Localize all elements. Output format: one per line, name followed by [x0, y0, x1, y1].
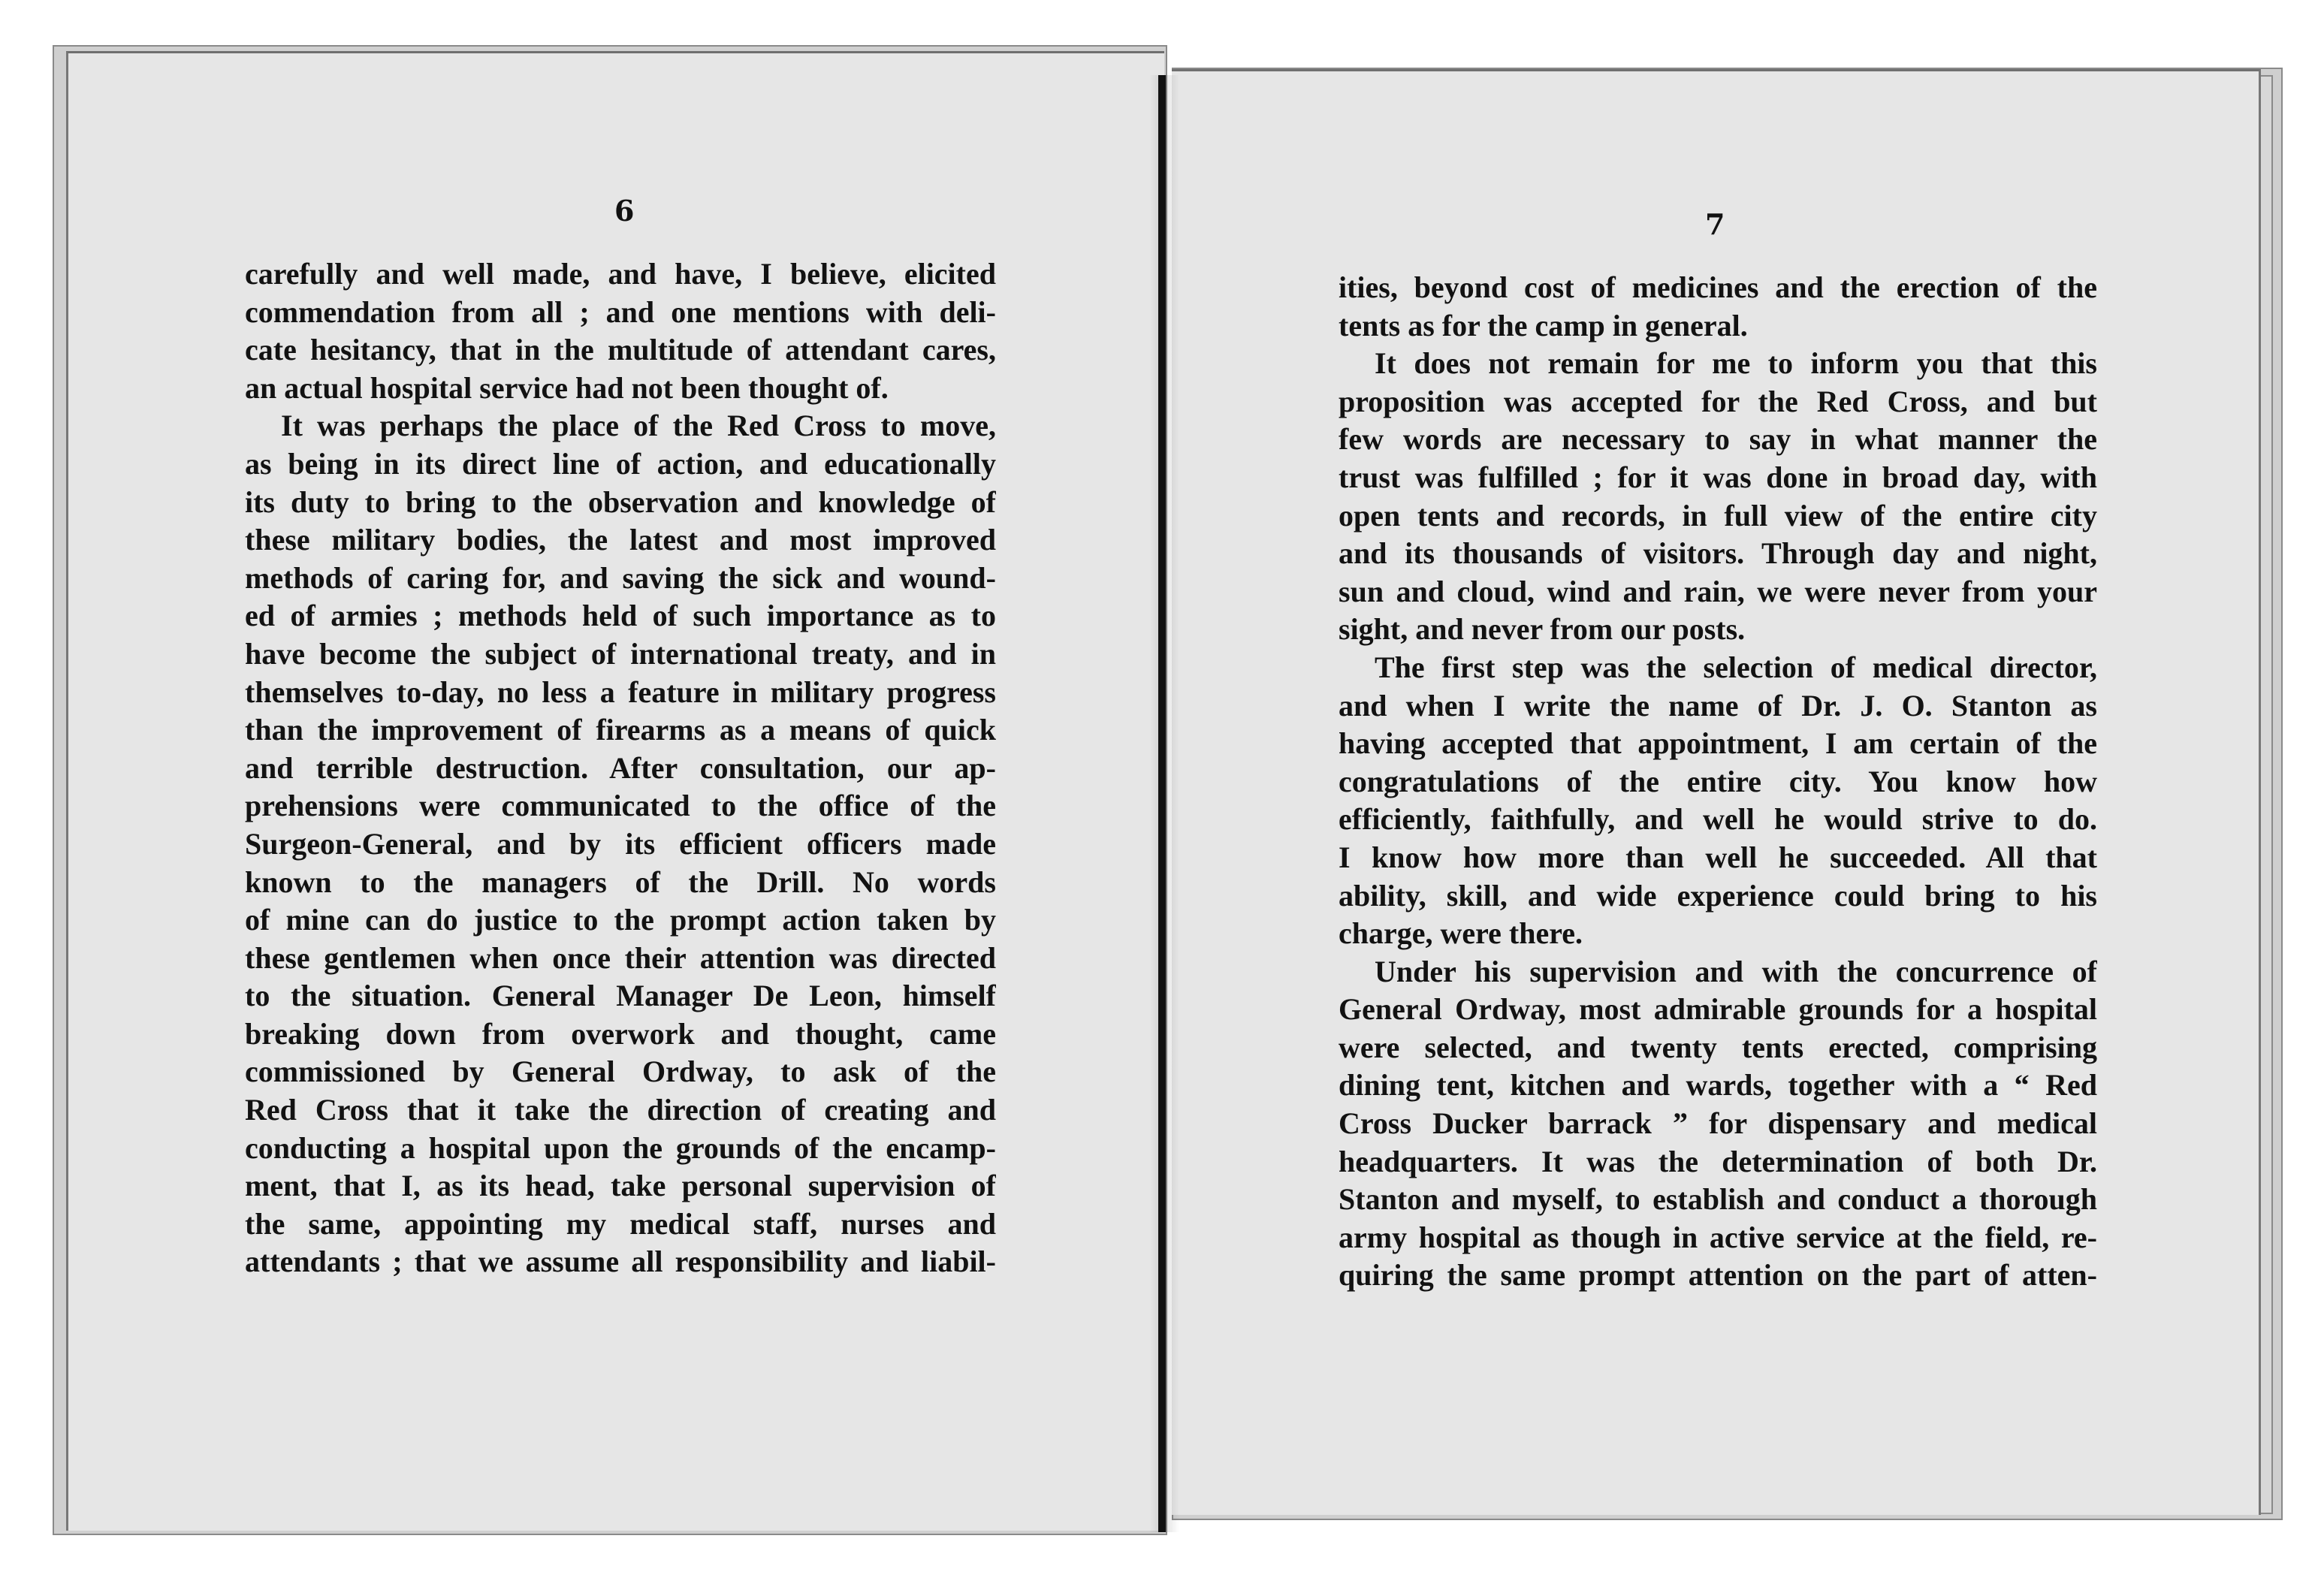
text-line: Cross Ducker barrack ” for dispensary and medical: [1339, 1106, 2097, 1141]
text-line: the same, appointing my medical staff, nurses and: [245, 1206, 996, 1241]
text-line: efficiently, faithfully, and well he would strive to do.: [1339, 802, 2097, 837]
text-line: Stanton and myself, to establish and conduct a thorough: [1339, 1182, 2097, 1217]
text-line: quiring the same prompt attention on the part of atten-: [1339, 1258, 2097, 1293]
text-line: conducting a hospital upon the grounds of the encamp-: [245, 1130, 996, 1165]
right-page-number: 7: [1705, 207, 1725, 241]
text-line: open tents and records, in full view of the entire city: [1339, 498, 2097, 533]
text-line: prehensions were communicated to the office of the: [245, 789, 996, 823]
text-line: It was perhaps the place of the Red Cross to move,: [281, 409, 996, 443]
text-line: Under his supervision and with the concurrence of: [1375, 954, 2097, 988]
text-line: carefully and well made, and have, I believe, elicited: [245, 257, 996, 291]
text-line: proposition was accepted for the Red Cross, and but: [1339, 384, 2097, 418]
text-line: commendation from all ; and one mentions with deli-: [245, 294, 996, 329]
text-line: were selected, and twenty tents erected, comprising: [1339, 1030, 2097, 1064]
text-line: The first step was the selection of medical director,: [1375, 650, 2097, 684]
text-line: It does not remain for me to inform you that this: [1375, 346, 2097, 381]
text-line: of mine can do justice to the prompt action taken by: [245, 903, 996, 937]
text-line: as being in its direct line of action, and educationally: [245, 446, 996, 481]
text-line: its duty to bring to the observation and knowledge of: [245, 484, 996, 519]
text-line: than the improvement of firearms as a means of quick: [245, 713, 996, 747]
text-line: Surgeon-General, and by its efficient officers made: [245, 826, 996, 861]
text-line: tents as for the camp in general.: [1339, 308, 1748, 342]
text-line: dining tent, kitchen and wards, together with a “ Red: [1339, 1068, 2097, 1103]
text-line: General Ordway, most admirable grounds for a hospital: [1339, 992, 2097, 1027]
text-line: army hospital as though in active service at the field, re-: [1339, 1220, 2097, 1254]
text-line: attendants ; that we assume all responsibility and liabil-: [245, 1245, 996, 1279]
text-line: known to the managers of the Drill. No words: [245, 864, 996, 899]
text-line: to the situation. General Manager De Leon, himself: [245, 979, 996, 1013]
text-line: headquarters. It was the determination of both Dr.: [1339, 1144, 2097, 1178]
right-page-text: [1339, 269, 2097, 1295]
text-line: I know how more than well he succeeded. All that: [1339, 840, 2097, 874]
text-line: few words are necessary to say in what manner the: [1339, 422, 2097, 457]
text-line: congratulations of the entire city. You know how: [1339, 764, 2097, 798]
text-line: cate hesitancy, that in the multitude of attendant cares,: [245, 333, 996, 367]
text-line: sun and cloud, wind and rain, we were never from your: [1339, 574, 2097, 608]
left-page-number: 6: [614, 194, 635, 228]
text-line: these military bodies, the latest and most improved: [245, 523, 996, 557]
text-line: and terrible destruction. After consultation, our ap-: [245, 750, 996, 785]
text-line: having accepted that appointment, I am certain of the: [1339, 726, 2097, 761]
text-line: these gentlemen when once their attention was directed: [245, 940, 996, 975]
text-line: charge, were there.: [1339, 916, 1583, 951]
text-line: methods of caring for, and saving the sick and wound-: [245, 560, 996, 595]
text-line: commissioned by General Ordway, to ask of the: [245, 1054, 996, 1089]
text-line: trust was fulfilled ; for it was done in broad day, with: [1339, 460, 2097, 494]
text-line: have become the subject of international treaty, and in: [245, 636, 996, 671]
text-line: Red Cross that it take the direction of creating and: [245, 1093, 996, 1127]
left-page-text: [245, 255, 996, 1281]
text-line: and its thousands of visitors. Through day and night,: [1339, 536, 2097, 571]
text-line: ability, skill, and wide experience could bring to his: [1339, 878, 2097, 913]
text-line: sight, and never from our posts.: [1339, 612, 1746, 647]
text-line: and when I write the name of Dr. J. O. Stanton as: [1339, 688, 2097, 723]
text-line: ment, that I, as its head, take personal supervision of: [245, 1169, 996, 1203]
text-line: an actual hospital service had not been thought of.: [245, 370, 889, 405]
text-line: ities, beyond cost of medicines and the erection of the: [1339, 270, 2097, 304]
text-line: ed of armies ; methods held of such importance as to: [245, 599, 996, 633]
book-gutter: [1158, 75, 1166, 1532]
text-line: themselves to-day, no less a feature in military progress: [245, 674, 996, 709]
text-line: breaking down from overwork and thought, came: [245, 1016, 996, 1051]
